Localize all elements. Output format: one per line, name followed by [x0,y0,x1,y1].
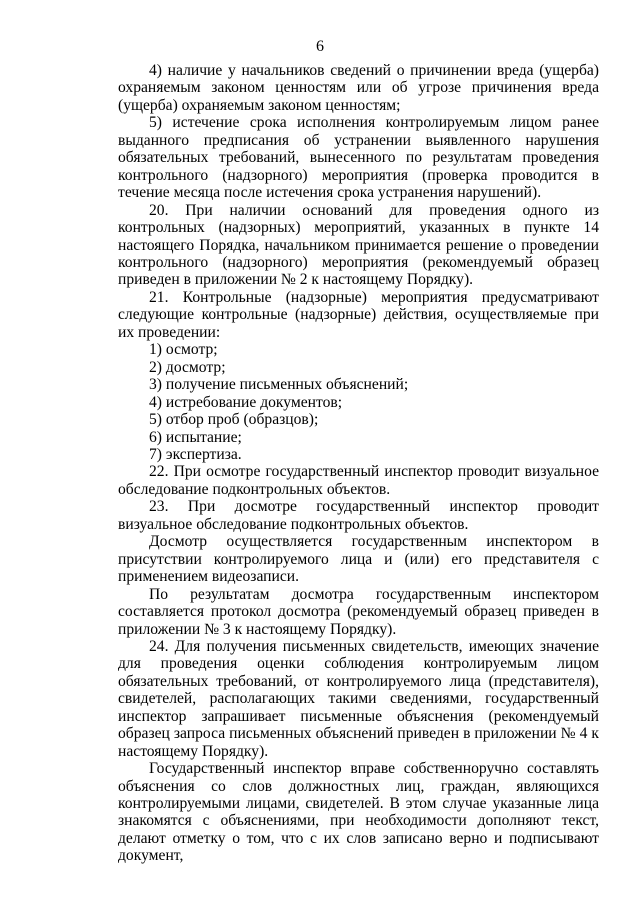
page-number: 6 [316,38,324,55]
paragraph-examination-protocol: По результатам досмотра государственным инспектором составляется протокол досмотра (рекомендуемый образец приведен в приложении № 3 к настоящему Порядку). [118,585,599,638]
paragraph-clause-20: 20. При наличии оснований для проведения одного из контрольных (надзорных) мероприятий, указанных в пункте 14 настоящего Порядка, начальником принимается решение о проведении контрольного (надзорного) мероприятия (рекомендуемый образец приведен в приложении № 2 к настоящему Порядку). [118,201,599,289]
paragraph-examination-video: Досмотр осуществляется государственным инспектором в присутствии контролируемого лица и (или) его представителя с применением видеозаписи. [118,533,599,586]
list-item-examination: 2) досмотр; [149,358,226,376]
paragraph-clause-22: 22. При осмотре государственный инспектор проводит визуальное обследование подконтрольных объектов. [118,463,599,498]
document-body [118,62,599,865]
list-item-written-explanations: 3) получение письменных объяснений; [149,376,409,394]
list-item-document-request: 4) истребование документов; [149,393,343,411]
list-item-testing: 6) испытание; [149,428,242,446]
list-item-expertise: 7) экспертиза. [149,445,242,463]
paragraph-item-4-violation-info: 4) наличие у начальников сведений о причинении вреда (ущерба) охраняемым законом ценностям или об угрозе причинения вреда (ущерба) охраняемым законом ценностям; [118,62,599,114]
list-item-sampling: 5) отбор проб (образцов); [149,411,319,429]
paragraph-item-5-order-deadline: 5) истечение срока исполнения контролируемым лицом ранее выданного предписания об устранении выявленного нарушения обязательных требований, вынесенного по результатам проведения контрольного (надзорного) мероприятия (проверка проводится в течение месяца после истечения срока устранения нарушений). [118,114,599,202]
paragraph-clause-24: 24. Для получения письменных свидетельств, имеющих значение для проведения оценки соблюдения контролируемым лицом обязательных требований, от контролируемого лица (представителя), свидетелей, располагающих такими сведениями, государственный инспектор запрашивает письменные объяснения (рекомендуемый образец запроса письменных объяснений приведен в приложении № 4 к настоящему Порядку). [118,637,599,760]
paragraph-clause-23: 23. При досмотре государственный инспектор проводит визуальное обследование подконтрольных объектов. [118,498,599,533]
paragraph-inspector-explanations: Государственный инспектор вправе собственноручно составлять объяснения со слов должностных лиц, граждан, являющихся контролируемыми лицами, свидетелей. В этом случае указанные лица знакомятся с объяснениями, при необходимости дополняют текст, делают отметку о том, что с их слов записано верно и подписывают документ, [118,760,599,865]
list-item-inspection: 1) осмотр; [149,341,218,359]
paragraph-clause-21: 21. Контрольные (надзорные) мероприятия предусматривают следующие контрольные (надзорные) действия, осуществляемые при их проведении: [118,288,599,341]
